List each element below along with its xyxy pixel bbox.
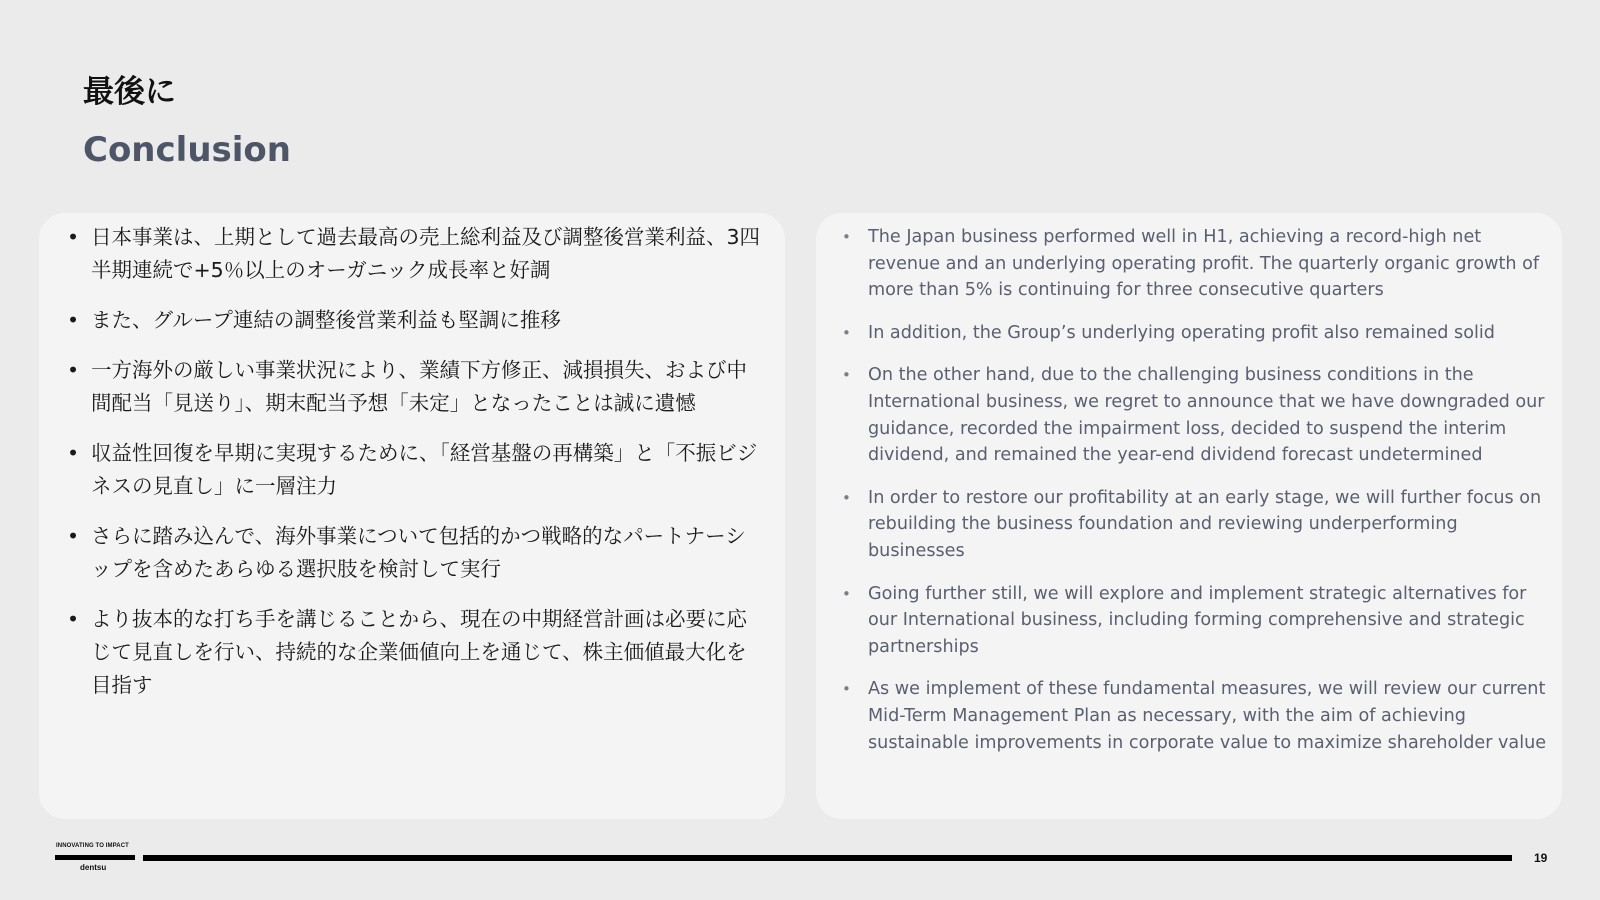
english-bullet: • In order to restore our profitability at an early stage, we will further focus on rebuilding the business foundation and reviewing underperforming businesses bbox=[842, 485, 1550, 565]
page-number: 19 bbox=[1534, 851, 1548, 865]
footer-divider bbox=[143, 855, 1512, 861]
page-title-english: Conclusion bbox=[83, 130, 291, 170]
dentsu-logo bbox=[55, 843, 137, 873]
japanese-bullet: • 収益性回復を早期に実現するために、「経営基盤の再構築」と「不振ビジネスの見直し」に一層注力 bbox=[67, 437, 765, 503]
english-bullet: • On the other hand, due to the challenging business conditions in the International business, we regret to announce that we have downgraded our guidance, recorded the impairment loss, decided to suspend the interim dividend, and remained the year-end dividend forecast undetermined bbox=[842, 362, 1550, 468]
english-bullet-list bbox=[842, 224, 1550, 756]
japanese-bullet: • また、グループ連結の調整後営業利益も堅調に推移 bbox=[67, 304, 765, 337]
japanese-bullet: • より抜本的な打ち手を講じることから、現在の中期経営計画は必要に応じて見直しを行い、持続的な企業価値向上を通じて、株主価値最大化を目指す bbox=[67, 603, 765, 702]
japanese-bullet: • 一方海外の厳しい事業状況により、業績下方修正、減損損失、および中間配当「見送り」、期末配当予想「未定」となったことは誠に遺憾 bbox=[67, 354, 765, 420]
english-bullet: • The Japan business performed well in H1, achieving a record-high net revenue and an underlying operating profit. The quarterly organic growth of more than 5% is continuing for three consecutive quarters bbox=[842, 224, 1550, 304]
japanese-bullet: • さらに踏み込んで、海外事業について包括的かつ戦略的なパートナーシップを含めたあらゆる選択肢を検討して実行 bbox=[67, 520, 765, 586]
japanese-bullet-list bbox=[67, 221, 765, 702]
japanese-bullet: • 日本事業は、上期として過去最高の売上総利益及び調整後営業利益、3四半期連続で+5％以上のオーガニック成長率と好調 bbox=[67, 221, 765, 287]
english-bullet: • As we implement of these fundamental measures, we will review our current Mid-Term Management Plan as necessary, with the aim of achieving sustainable improvements in corporate value to maximize shareholder value bbox=[842, 676, 1550, 756]
logo-bar bbox=[55, 855, 135, 860]
japanese-summary-panel bbox=[39, 213, 785, 819]
english-summary-panel bbox=[816, 213, 1562, 819]
logo-wordmark: dentsu bbox=[80, 863, 107, 872]
english-bullet: • In addition, the Group’s underlying operating profit also remained solid bbox=[842, 320, 1550, 347]
page-title-japanese: 最後に bbox=[83, 74, 176, 110]
english-bullet: • Going further still, we will explore and implement strategic alternatives for our International business, including forming comprehensive and strategic partnerships bbox=[842, 581, 1550, 661]
logo-tagline: INNOVATING TO IMPACT bbox=[56, 843, 129, 849]
